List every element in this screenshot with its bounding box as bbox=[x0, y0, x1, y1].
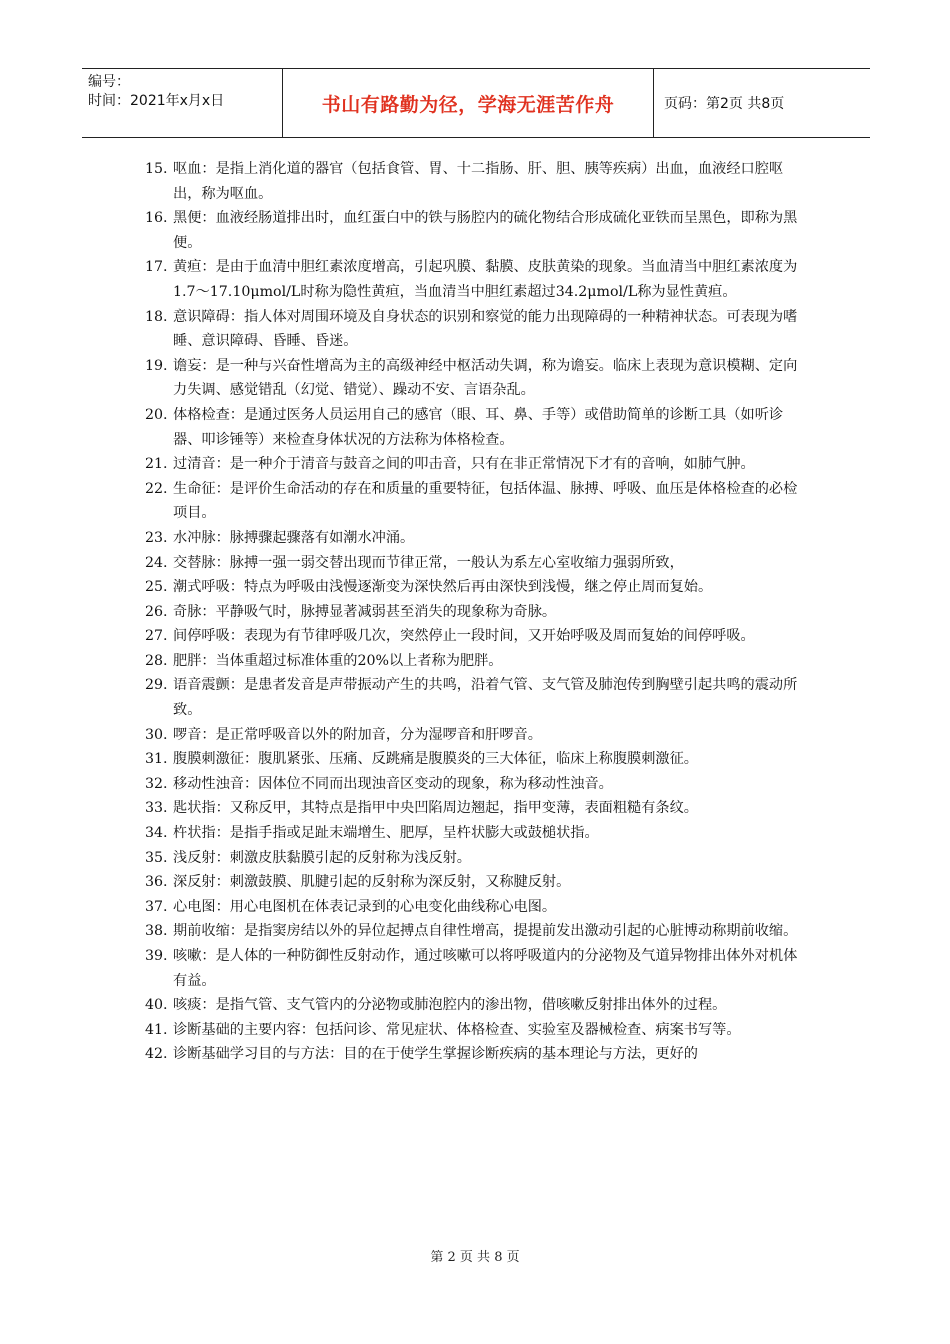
list-item bbox=[145, 796, 810, 821]
document-number: 编号： bbox=[88, 74, 130, 90]
list-item bbox=[145, 723, 810, 748]
list-item bbox=[145, 1042, 810, 1067]
document-time: 时间：2021年x月x日 bbox=[88, 93, 225, 109]
list-item bbox=[145, 772, 810, 797]
item-text: 语音震颤：是患者发音是声带振动产生的共鸣，沿着气管、支气管及肺泡传到胸壁引起共鸣的震动所致。 bbox=[173, 677, 798, 719]
item-text: 黑便：血液经肠道排出时，血红蛋白中的铁与肠腔内的硫化物结合形成硫化亚铁而呈黑色，即称为黑便。 bbox=[173, 210, 798, 251]
item-text: 诊断基础学习目的与方法：目的在于使学生掌握诊断疾病的基本理论与方法，更好的 bbox=[173, 1046, 698, 1063]
item-text: 杵状指：是指手指或足趾末端增生、肥厚，呈杵状膨大或鼓槌状指。 bbox=[173, 825, 599, 842]
list-item bbox=[145, 354, 810, 403]
list-item bbox=[145, 477, 810, 526]
item-number: 15. bbox=[145, 161, 168, 177]
item-text: 深反射：刺激鼓膜、肌腱引起的反射称为深反射，又称腱反射。 bbox=[173, 874, 571, 891]
item-number: 19. bbox=[145, 357, 168, 374]
item-text: 啰音：是正常呼吸音以外的附加音，分为湿啰音和肝啰音。 bbox=[173, 726, 542, 743]
item-number: 41. bbox=[145, 1021, 168, 1038]
item-number: 29. bbox=[145, 677, 168, 694]
list-item bbox=[145, 452, 810, 477]
list-item bbox=[145, 673, 810, 722]
item-text: 咳痰：是指气管、支气管内的分泌物或肺泡腔内的渗出物，借咳嗽反射排出体外的过程。 bbox=[173, 997, 727, 1014]
item-number: 21. bbox=[145, 456, 168, 473]
list-item bbox=[145, 403, 810, 452]
list-item bbox=[145, 206, 810, 255]
item-number: 26. bbox=[145, 603, 168, 620]
list-item bbox=[145, 993, 810, 1018]
item-text: 咳嗽：是人体的一种防御性反射动作，通过咳嗽可以将呼吸道内的分泌物及气道异物排出体外对机体有益。 bbox=[173, 948, 798, 989]
list-item bbox=[145, 944, 810, 993]
item-number: 38. bbox=[145, 923, 168, 940]
list-item bbox=[145, 919, 810, 944]
list-item bbox=[145, 747, 810, 772]
item-number: 17. bbox=[145, 259, 168, 276]
item-text: 生命征：是评价生命活动的存在和质量的重要特征，包括体温、脉搏、呼吸、血压是体格检查的必检项目。 bbox=[173, 480, 798, 522]
item-text: 水冲脉：脉搏骤起骤落有如潮水冲涌。 bbox=[173, 529, 415, 546]
item-number: 16. bbox=[145, 210, 168, 227]
item-number: 39. bbox=[145, 948, 168, 964]
item-text: 奇脉：平静吸气时，脉搏显著减弱甚至消失的现象称为奇脉。 bbox=[173, 603, 557, 620]
list-item bbox=[145, 575, 810, 600]
item-number: 20. bbox=[145, 406, 168, 423]
item-number: 42. bbox=[145, 1046, 168, 1063]
list-item bbox=[145, 624, 810, 649]
list-item bbox=[145, 895, 810, 920]
item-text: 间停呼吸：表现为有节律呼吸几次，突然停止一段时间，又开始呼吸及周而复始的间停呼吸。 bbox=[173, 628, 755, 645]
item-text: 体格检查：是通过医务人员运用自己的感官（眼、耳、鼻、手等）或借助简单的诊断工具（如听诊器、叩诊锤等）来检查身体状况的方法称为体格检查。 bbox=[173, 406, 784, 448]
item-text: 呕血：是指上消化道的器官（包括食管、胃、十二指肠、肝、胆、胰等疾病）出血，血液经口腔呕出，称为呕血。 bbox=[173, 161, 784, 202]
page-footer: 第 2 页 共 8 页 bbox=[430, 1250, 520, 1265]
item-text: 谵妄：是一种与兴奋性增高为主的高级神经中枢活动失调，称为谵妄。临床上表现为意识模糊、定向力失调、感觉错乱（幻觉、错觉）、躁动不安、言语杂乱。 bbox=[173, 357, 798, 399]
header-motto: 书山有路勤为径，学海无涯苦作舟 bbox=[283, 69, 654, 137]
item-text: 黄疸：是由于血清中胆红素浓度增高，引起巩膜、黏膜、皮肤黄染的现象。当血清当中胆红素浓度为1.7～17.10μmol/L时称为隐性黄疸，当血清当中胆红素超过34.2μmol/L称为显性黄疸。 bbox=[173, 259, 798, 300]
item-number: 32. bbox=[145, 775, 168, 792]
item-text: 肥胖：当体重超过标准体重的20%以上者称为肥胖。 bbox=[173, 652, 503, 669]
list-item bbox=[145, 649, 810, 674]
list-item bbox=[145, 600, 810, 625]
item-text: 腹膜刺激征：腹肌紧张、压痛、反跳痛是腹膜炎的三大体征，临床上称腹膜刺激征。 bbox=[173, 751, 698, 768]
item-number: 25. bbox=[145, 579, 168, 596]
item-number: 34. bbox=[145, 825, 168, 842]
item-number: 36. bbox=[145, 874, 168, 891]
item-text: 潮式呼吸：特点为呼吸由浅慢逐渐变为深快然后再由深快到浅慢，继之停止周而复始。 bbox=[173, 579, 713, 596]
item-number: 33. bbox=[145, 800, 168, 817]
item-number: 18. bbox=[145, 308, 168, 325]
list-item bbox=[145, 1018, 810, 1043]
header-page-info: 页码：第2页 共8页 bbox=[664, 96, 785, 112]
list-item bbox=[145, 526, 810, 551]
item-text: 匙状指：又称反甲，其特点是指甲中央凹陷周边翘起，指甲变薄，表面粗糙有条纹。 bbox=[173, 800, 698, 817]
item-number: 22. bbox=[145, 480, 168, 497]
item-number: 27. bbox=[145, 628, 168, 645]
definition-list bbox=[145, 157, 810, 1067]
item-text: 浅反射：刺激皮肤黏膜引起的反射称为浅反射。 bbox=[173, 849, 471, 866]
item-text: 期前收缩：是指窦房结以外的异位起搏点自律性增高，提提前发出激动引起的心脏博动称期前收缩。 bbox=[173, 923, 798, 940]
item-number: 30. bbox=[145, 726, 168, 743]
item-text: 过清音：是一种介于清音与鼓音之间的叩击音，只有在非正常情况下才有的音响，如肺气肿。 bbox=[173, 456, 755, 473]
list-item bbox=[145, 846, 810, 871]
list-item bbox=[145, 870, 810, 895]
item-text: 移动性浊音：因体位不同而出现浊音区变动的现象，称为移动性浊音。 bbox=[173, 775, 613, 792]
list-item bbox=[145, 305, 810, 354]
item-number: 31. bbox=[145, 751, 168, 768]
item-number: 37. bbox=[145, 898, 168, 915]
list-item bbox=[145, 255, 810, 304]
item-text: 心电图：用心电图机在体表记录到的心电变化曲线称心电图。 bbox=[173, 898, 557, 915]
item-number: 35. bbox=[145, 849, 168, 866]
item-text: 交替脉：脉搏一强一弱交替出现而节律正常，一般认为系左心室收缩力强弱所致， bbox=[173, 554, 684, 571]
item-number: 23. bbox=[145, 529, 168, 546]
item-number: 28. bbox=[145, 652, 168, 669]
item-text: 意识障碍：指人体对周围环境及自身状态的识别和察觉的能力出现障碍的一种精神状态。可表现为嗜睡、意识障碍、昏睡、昏迷。 bbox=[173, 308, 798, 350]
item-text: 诊断基础的主要内容：包括问诊、常见症状、体格检查、实验室及器械检查、病案书写等。 bbox=[173, 1021, 741, 1038]
header-meta bbox=[82, 69, 283, 137]
item-number: 40. bbox=[145, 997, 168, 1014]
list-item bbox=[145, 551, 810, 576]
list-item bbox=[145, 157, 810, 206]
list-item bbox=[145, 821, 810, 846]
item-number: 24. bbox=[145, 554, 168, 571]
page-header bbox=[82, 68, 870, 138]
